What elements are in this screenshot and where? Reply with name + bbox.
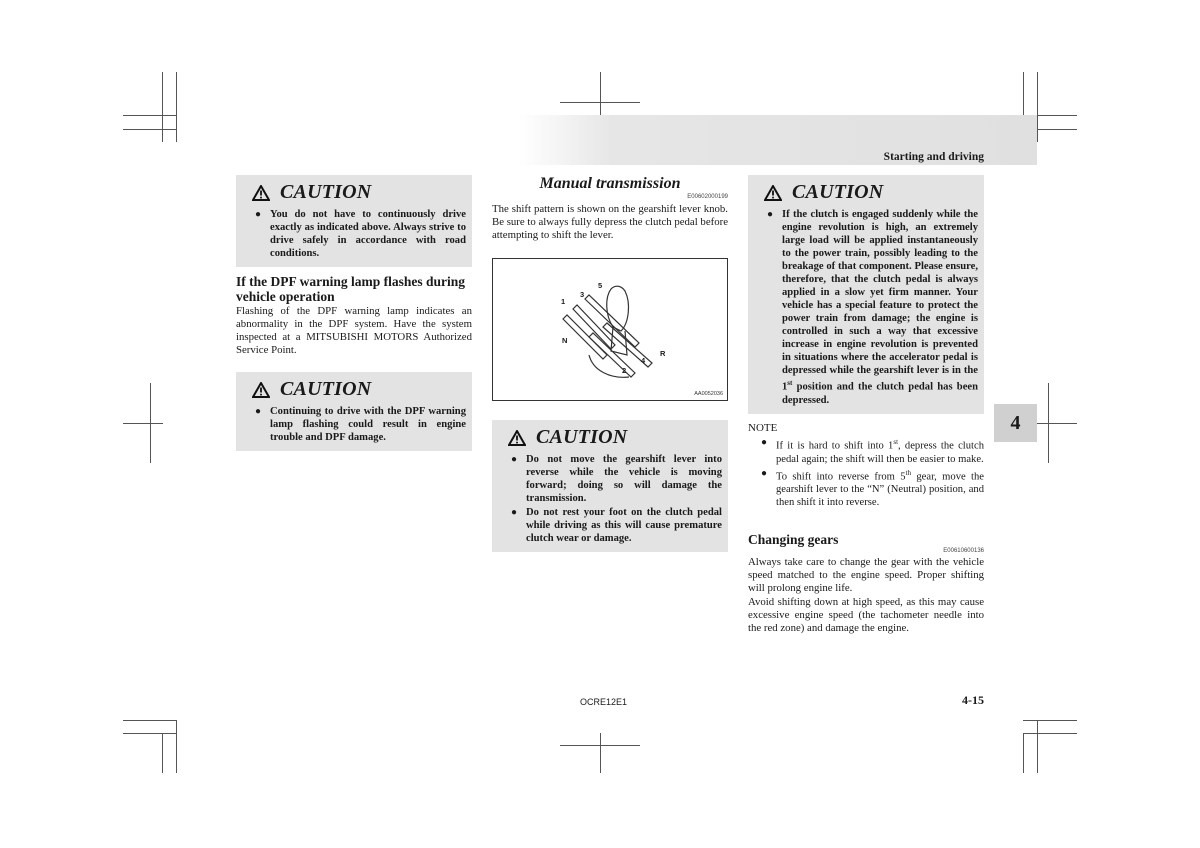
crop-mark (1037, 423, 1077, 424)
document-code: OCRE12E1 (580, 697, 628, 707)
note-text: To shift into reverse from 5 (776, 471, 906, 483)
dpf-heading: If the DPF warning lamp flashes during vehicle operation (236, 274, 466, 304)
gear-label-2: 2 (622, 366, 627, 375)
caution-item: ● Continuing to drive with the DPF warning lamp flashing could result in engine trouble and DPF damage. (242, 405, 466, 444)
caution-box (236, 175, 472, 267)
crop-mark (1037, 72, 1038, 142)
caution-list (242, 208, 466, 260)
caution-list (242, 405, 466, 444)
reference-code: E00602000199 (687, 194, 728, 200)
superscript: th (905, 468, 912, 477)
section-heading: Manual transmission (539, 175, 681, 192)
caution-item: ● Do not rest your foot on the clutch pedal while driving as this will cause premature clutch wear or damage. (498, 506, 722, 545)
crop-mark (1023, 733, 1077, 734)
caution-title: CAUTION (280, 378, 372, 400)
caution-box (236, 372, 472, 451)
warning-triangle-icon (252, 382, 270, 398)
warning-triangle-icon (252, 185, 270, 201)
crop-mark (162, 733, 163, 773)
crop-mark (600, 733, 601, 773)
crop-mark (123, 129, 176, 130)
note-text: gear, move the gearshift lever to the “N” (Neutral) position, and then shift it into reverse. (776, 471, 984, 509)
caution-list (498, 453, 722, 545)
changing-paragraph-2: Avoid shifting down at high speed, as this may cause excessive engine speed (the tachometer needle into the red zone) and damage the engine. (748, 596, 984, 634)
changing-paragraph-1: Always take care to change the gear with the vehicle speed matched to the engine speed. Proper shifting will prolong engine life. (748, 556, 984, 594)
crop-mark (1037, 720, 1038, 773)
gear-label-4: 4 (641, 356, 646, 365)
intro-paragraph: The shift pattern is shown on the gearshift lever knob. Be sure to always fully depress the clutch pedal before attempting to shift the lever. (492, 203, 728, 241)
chapter-number: 4 (1010, 411, 1021, 434)
caution-header (242, 376, 466, 405)
crop-mark (123, 115, 176, 116)
crop-mark (162, 72, 163, 142)
reference-code: E00610600136 (943, 548, 984, 554)
crop-mark (123, 733, 176, 734)
section-title: Starting and driving (883, 151, 984, 163)
note-item (748, 436, 984, 466)
note-label: NOTE (748, 422, 778, 434)
caution-item: ● Do not move the gearshift lever into reverse while the vehicle is moving forward; doing so will damage the transmission. (498, 453, 722, 505)
note-list (748, 436, 984, 510)
caution-header (242, 179, 466, 208)
crop-mark (176, 72, 177, 142)
dpf-paragraph: Flashing of the DPF warning lamp indicates an abnormality in the DPF system. Have the system inspected at a MITSUBISHI MOTORS Authorized Service Point. (236, 305, 472, 356)
warning-triangle-icon (508, 430, 526, 446)
caution-item (754, 208, 978, 407)
caution-text: If the clutch is engaged suddenly while the engine revolution is high, an extremely large load will be applied instantaneously to the power train, possibly leading to the breakage of that component. Please ensure, therefore, that the clutch pedal is always applied in a slow yet firm manner. Your vehicle has a special feature to protect the power train from damage; the engine is controlled in such a way that excessive increase in engine revolution is prevented in situations where the accelerator pedal is depressed while the gearshift lever is in the 1 (782, 209, 978, 393)
superscript: st (893, 438, 899, 446)
caution-title: CAUTION (536, 426, 628, 448)
crop-mark (560, 102, 640, 103)
crop-mark (600, 72, 601, 115)
shift-pattern-figure (492, 258, 728, 401)
gear-label-3: 3 (580, 290, 585, 299)
caution-item: ● You do not have to continuously drive exactly as indicated above. Always strive to drive safely in accordance with road conditions. (242, 208, 466, 260)
gear-label-n: N (562, 336, 568, 345)
caution-header (754, 179, 978, 208)
note-text: , depress the clutch pedal again; the shift will then be easier to make. (776, 440, 984, 465)
page-number: 4-15 (962, 693, 984, 707)
warning-triangle-icon (764, 185, 782, 201)
changing-gears-heading: Changing gears (748, 532, 839, 547)
superscript: st (787, 379, 793, 387)
crop-mark (1023, 720, 1077, 721)
crop-mark (560, 745, 640, 746)
gearshift-knob-illustration (493, 259, 727, 400)
caution-title: CAUTION (792, 181, 884, 203)
caution-header (498, 424, 722, 453)
caution-box (748, 175, 984, 414)
figure-code: AA0052036 (694, 391, 723, 397)
gear-label-5: 5 (598, 281, 603, 290)
crop-mark (123, 720, 176, 721)
note-item (748, 467, 984, 510)
crop-mark (1023, 733, 1024, 773)
caution-box (492, 420, 728, 552)
caution-text: position and the clutch pedal has been depressed. (782, 381, 978, 406)
caution-title: CAUTION (280, 181, 372, 203)
caution-list (754, 208, 978, 407)
chapter-tab (994, 404, 1037, 442)
gear-label-1: 1 (561, 297, 566, 306)
note-text: If it is hard to shift into 1 (776, 440, 894, 452)
crop-mark (123, 423, 163, 424)
crop-mark (176, 720, 177, 773)
gear-label-r: R (660, 349, 666, 358)
